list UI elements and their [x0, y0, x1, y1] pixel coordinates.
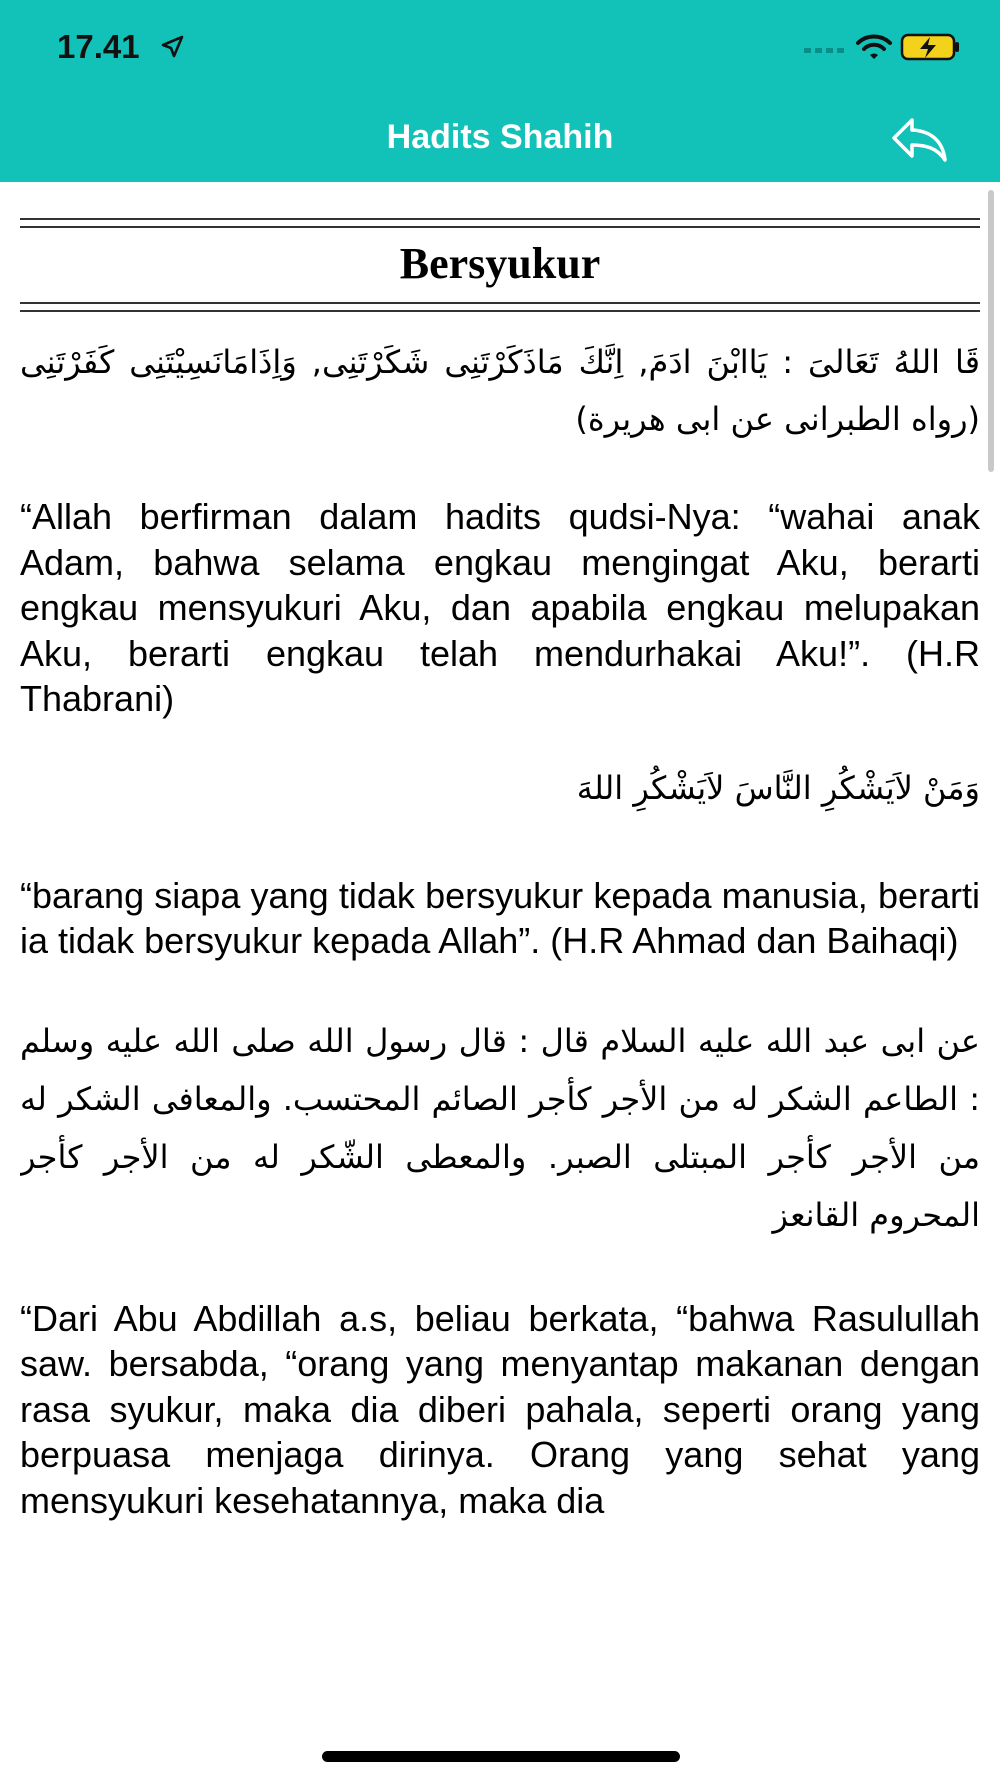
translation-3: “Dari Abu Abdillah a.s, beliau berkata, “bahwa Rasulullah saw. bersabda, “orang yang menyantap makanan dengan rasa syukur, maka dia diberi pahala, seperti orang yang berpuasa menjaga dirinya. Orang yang sehat yang mensyukuri kesehatannya, maka dia	[20, 1297, 980, 1521]
scrollbar[interactable]	[988, 190, 994, 472]
page-title: Hadits Shahih	[386, 118, 614, 156]
signal-icon	[804, 40, 848, 59]
battery-charging-icon	[900, 32, 962, 67]
translation-2: “barang siapa yang tidak bersyukur kepada manusia, berarti ia tidak bersyukur kepada Allah”. (H.R Ahmad dan Baihaqi)	[20, 874, 980, 962]
article-content	[20, 182, 980, 1592]
reply-arrow-icon[interactable]	[890, 116, 950, 164]
app-header	[0, 0, 1000, 182]
title-divider	[20, 302, 980, 312]
article-title: Bersyukur	[399, 239, 601, 288]
arabic-hadith-3: عن ابى عبد الله عليه السلام قال : قال رسول الله صلى الله عليه وسلم : الطاعم الشكر له من الأجر كأجر الصائم المحتسب. والمعافى الشكر له من الأجر كأجر المبتلى الصبر. والمعطى الشّكر له من الأجر كأجر المحروم القانعز	[20, 1021, 980, 1234]
wifi-icon	[856, 33, 892, 66]
top-divider	[20, 218, 980, 228]
location-arrow-icon	[160, 35, 184, 64]
translation-1: “Allah berfirman dalam hadits qudsi-Nya: “wahai anak Adam, bahwa selama engkau mengingat Aku, berarti engkau mensyukuri Aku, dan apabila engkau melupakan Aku, berarti engkau telah mendurhakai Aku!”. (H.R Thabrani)	[20, 496, 980, 720]
home-indicator[interactable]	[322, 1751, 680, 1762]
arabic-hadith-1: قَا اللهُ تَعَالىَ : يَاابْنَ ادَمَ, اِنَّكَ مَاذَكَرْتَنِى شَكَرْتَنِى, وَاِذَامَانَسِيْتَنِى كَفَرْتَنِى (رواه الطبرانى عن ابى هريرة)	[20, 343, 980, 439]
status-indicators	[804, 34, 962, 64]
status-time: 17.41	[57, 28, 140, 65]
arabic-hadith-2: وَمَنْ لاَيَشْكُرِ النَّاسَ لاَيَشْكُرِ اللهَ	[576, 768, 980, 807]
